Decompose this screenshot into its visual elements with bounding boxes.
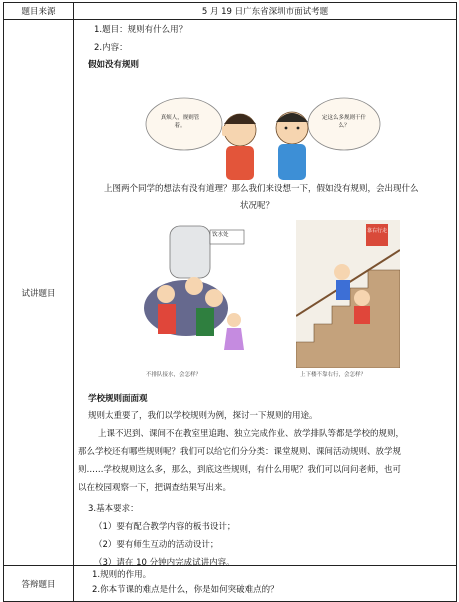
paragraph-question-line1: 上图两个同学的想法有没有道理？那么我们来设想一下，假如没有规则，会出现什么: [104, 184, 419, 194]
requirement-item: （3）请在 10 分钟内完成试讲内容。: [94, 558, 235, 568]
speech-bubble-left: 真烦人，规则管着。: [160, 115, 200, 129]
stairs-illustration: [296, 220, 400, 368]
defense-row: [4, 566, 457, 602]
section-title-no-rules: 假如没有规则: [88, 60, 140, 70]
caption-water-queue: 不排队接水，会怎样？: [146, 372, 202, 378]
paragraph-rules-line2: 那么学校还有哪些规则呢？我们可以给它们分分类：课堂规则、课间活动规则、放学规: [78, 447, 402, 457]
source-label: 题目来源: [4, 3, 74, 20]
paragraph-rules-line4: 以在校园观察一下，把调查结果写出来。: [78, 483, 232, 493]
source-value: 5 月 19 日广东省深圳市面试考题: [74, 3, 457, 20]
paragraph-question-line2: 状况呢？: [240, 201, 275, 211]
caption-stairs: 上下楼不靠右行，会怎样？: [300, 372, 367, 378]
water-sign: 饮水处: [212, 232, 229, 238]
students-thinking-illustration: [144, 82, 384, 182]
stairs-sign: 靠右行走: [367, 228, 388, 234]
defense-question: 2.你本节课的难点是什么，你是如何突破难点的？: [92, 585, 279, 595]
trial-label: 试讲题目: [4, 20, 74, 566]
trial-question-title: 1.题目：规则有什么用？: [94, 25, 188, 35]
trial-content: [74, 20, 457, 566]
requirement-item: （1）要有配合教学内容的板书设计；: [94, 522, 236, 532]
paragraph-school-rules-intro: 规则太重要了，我们以学校规则为例，探讨一下规则的用途。: [88, 411, 318, 421]
section-title-school-rules: 学校规则面面观: [88, 394, 148, 404]
requirements-title: 3.基本要求：: [88, 504, 139, 514]
trial-row: [4, 20, 457, 566]
defense-content: [74, 566, 457, 602]
paragraph-rules-line1: 上课不迟到、课间不在教室里追跑、独立完成作业、放学排队等都是学校的规则，: [98, 429, 405, 439]
defense-question: 1.规则的作用。: [92, 570, 152, 580]
question-table: [3, 2, 457, 602]
source-row: [4, 3, 457, 20]
defense-label: 答辩题目: [4, 566, 74, 602]
speech-bubble-right: 定这么多规则干什么？: [322, 115, 367, 129]
water-queue-illustration: [136, 220, 266, 368]
requirement-item: （2）要有师生互动的活动设计；: [94, 540, 219, 550]
trial-content-label: 2.内容：: [94, 43, 128, 53]
paragraph-rules-line3: 则……学校规则这么多，那么，到底这些规则，有什么用呢？我们可以问问老师，也可: [78, 465, 402, 475]
